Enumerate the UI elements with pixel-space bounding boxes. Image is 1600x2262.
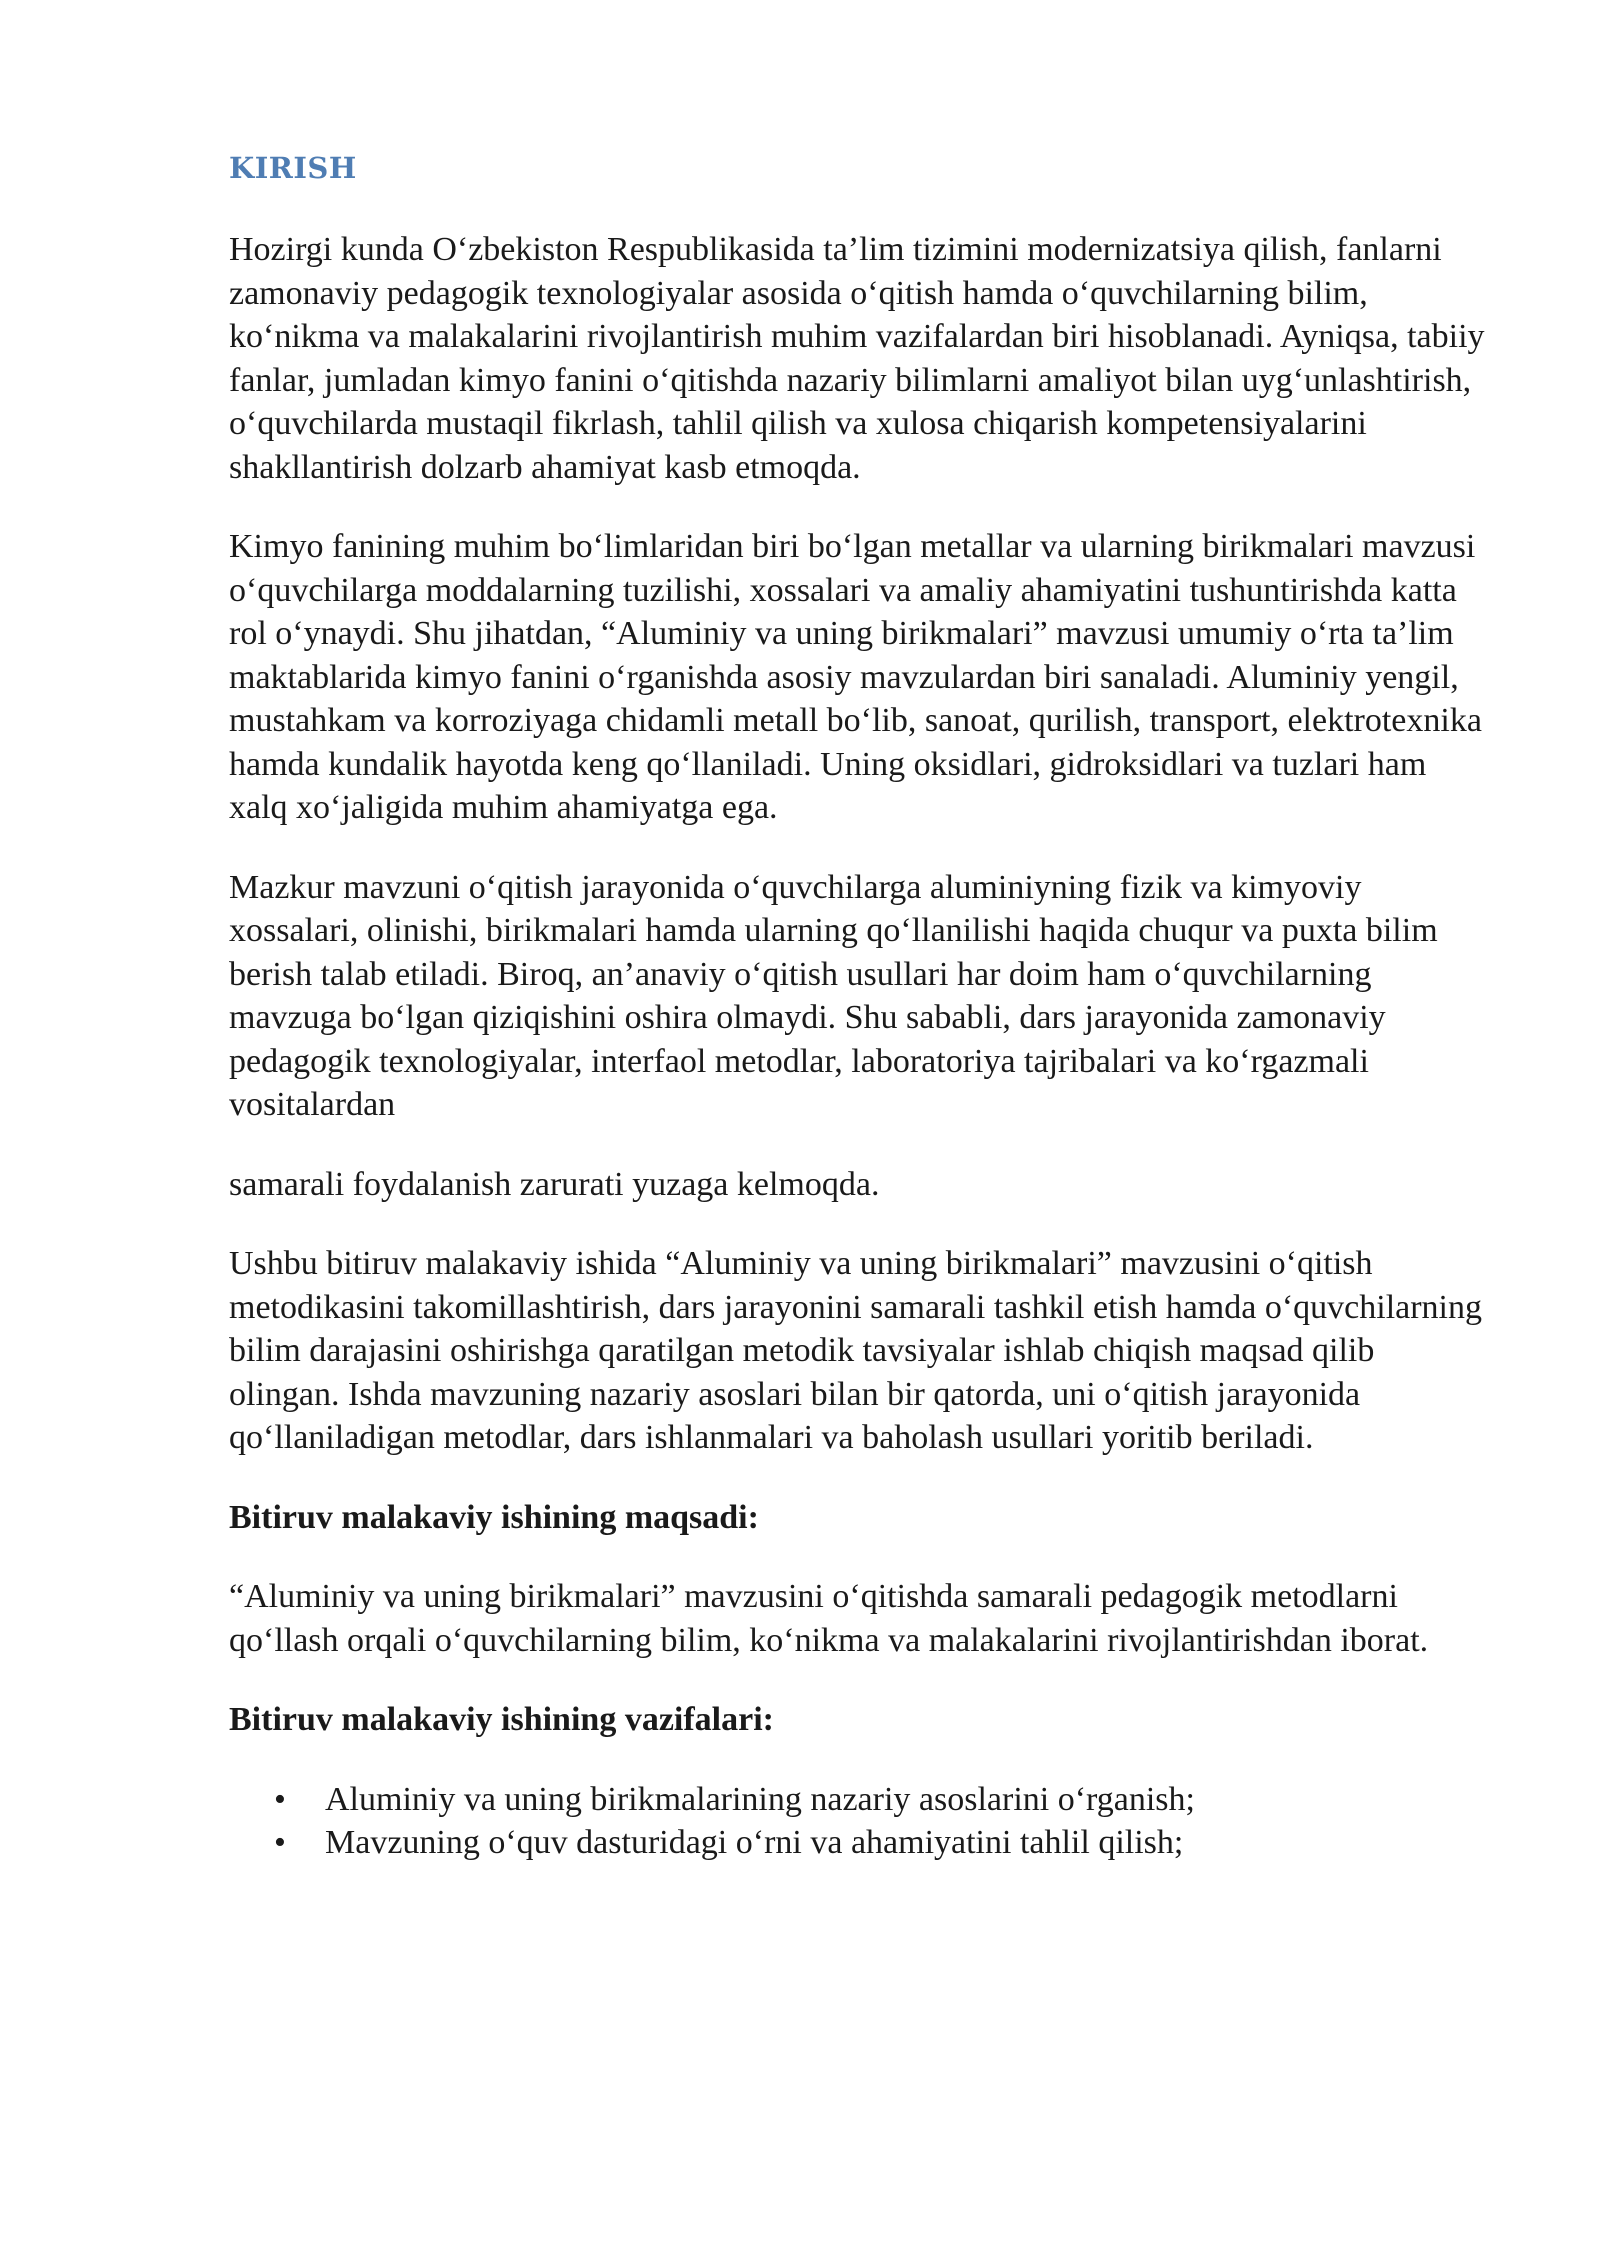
task-text: Mavzuning o‘quv dasturidagi o‘rni va ahamiyatini tahlil qilish; [325,1824,1184,1861]
bullet-icon: • [274,1824,286,1861]
goal-heading: Bitiruv malakaviy ishining maqsadi: [229,1498,759,1536]
paragraph-3: Mazkur mavzuni o‘qitish jarayonida o‘quvchilarga aluminiyning fizik va kimyoviy xossalari, olinishi, birikmalari hamda ularning qo‘llanilishi haqida chuqur va puxta bilim berish talab etiladi. Biroq, an’anaviy o‘qitish usullari har doim ham o‘quvchilarning mavzuga bo‘lgan qiziqishini oshira olmaydi. Shu sababli, dars jarayonida zamonaviy pedagogik texnologiyalar, interfaol metodlar, laboratoriya tajribalari va ko‘rgazmali vositalardan [229,868,1438,1123]
task-item [229,1778,1489,1822]
paragraph-4: samarali foydalanish zarurati yuzaga kelmoqda. [229,1165,880,1203]
task-item [229,1821,1489,1865]
document-body [229,148,1489,1865]
paragraph-5: Ushbu bitiruv malakaviy ishida “Aluminiy va uning birikmalari” mavzusini o‘qitish metodikasini takomillashtirish, dars jarayonini samarali tashkil etish hamda o‘quvchilarning bilim darajasini oshirishga qaratilgan metodik tavsiyalar ishlab chiqish maqsad qilib olingan. Ishda mavzuning nazariy asoslari bilan bir qatorda, uni o‘qitish jarayonida qo‘llaniladigan metodlar, dars ishlanmalari va baholash usullari yoritib beriladi. [229,1245,1483,1456]
tasks-heading: Bitiruv malakaviy ishining vazifalari: [229,1701,774,1738]
bullet-icon: • [274,1780,286,1818]
goal-text: “Aluminiy va uning birikmalari” mavzusini o‘qitishda samarali pedagogik metodlarni qo‘llash orqali o‘quvchilarning bilim, ko‘nikma va malakalarini rivojlantirishdan iborat. [229,1578,1429,1659]
tasks-list [229,1778,1489,1865]
paragraph-1: Hozirgi kunda O‘zbekiston Respublikasida ta’lim tizimini modernizatsiya qilish, fanlarni zamonaviy pedagogik texnologiyalar asosida o‘qitish hamda o‘quvchilarning bilim, ko‘nikma va malakalarini rivojlantirish muhim vazifalardan biri hisoblanadi. Ayniqsa, tabiiy fanlar, jumladan kimyo fanini o‘qitishda nazariy bilimlarni amaliyot bilan uyg‘unlashtirish, o‘quvchilarda mustaqil fikrlash, tahlil qilish va xulosa chiqarish kompetensiyalarini shakllantirish dolzarb ahamiyat kasb etmoqda. [229,231,1485,486]
section-heading-kirish: KIRISH [229,151,357,185]
paragraph-2: Kimyo fanining muhim bo‘limlaridan biri bo‘lgan metallar va ularning birikmalari mavzusi o‘quvchilarga moddalarning tuzilishi, xossalari va amaliy ahamiyatini tushuntirishda katta rol o‘ynaydi. Shu jihatdan, “Aluminiy va uning birikmalari” mavzusi umumiy o‘rta ta’lim maktablarida kimyo fanini o‘rganishda asosiy mavzulardan biri sanaladi. Aluminiy yengil, mustahkam va korroziyaga chidamli metall bo‘lib, sanoat, qurilish, transport, elektrotexnika hamda kundalik hayotda keng qo‘llaniladi. Uning oksidlari, gidroksidlari va tuzlari ham xalq xo‘jaligida muhim ahamiyatga ega. [229,528,1482,826]
task-text: Aluminiy va uning birikmalarining nazariy asoslarini o‘rganish; [325,1780,1195,1818]
